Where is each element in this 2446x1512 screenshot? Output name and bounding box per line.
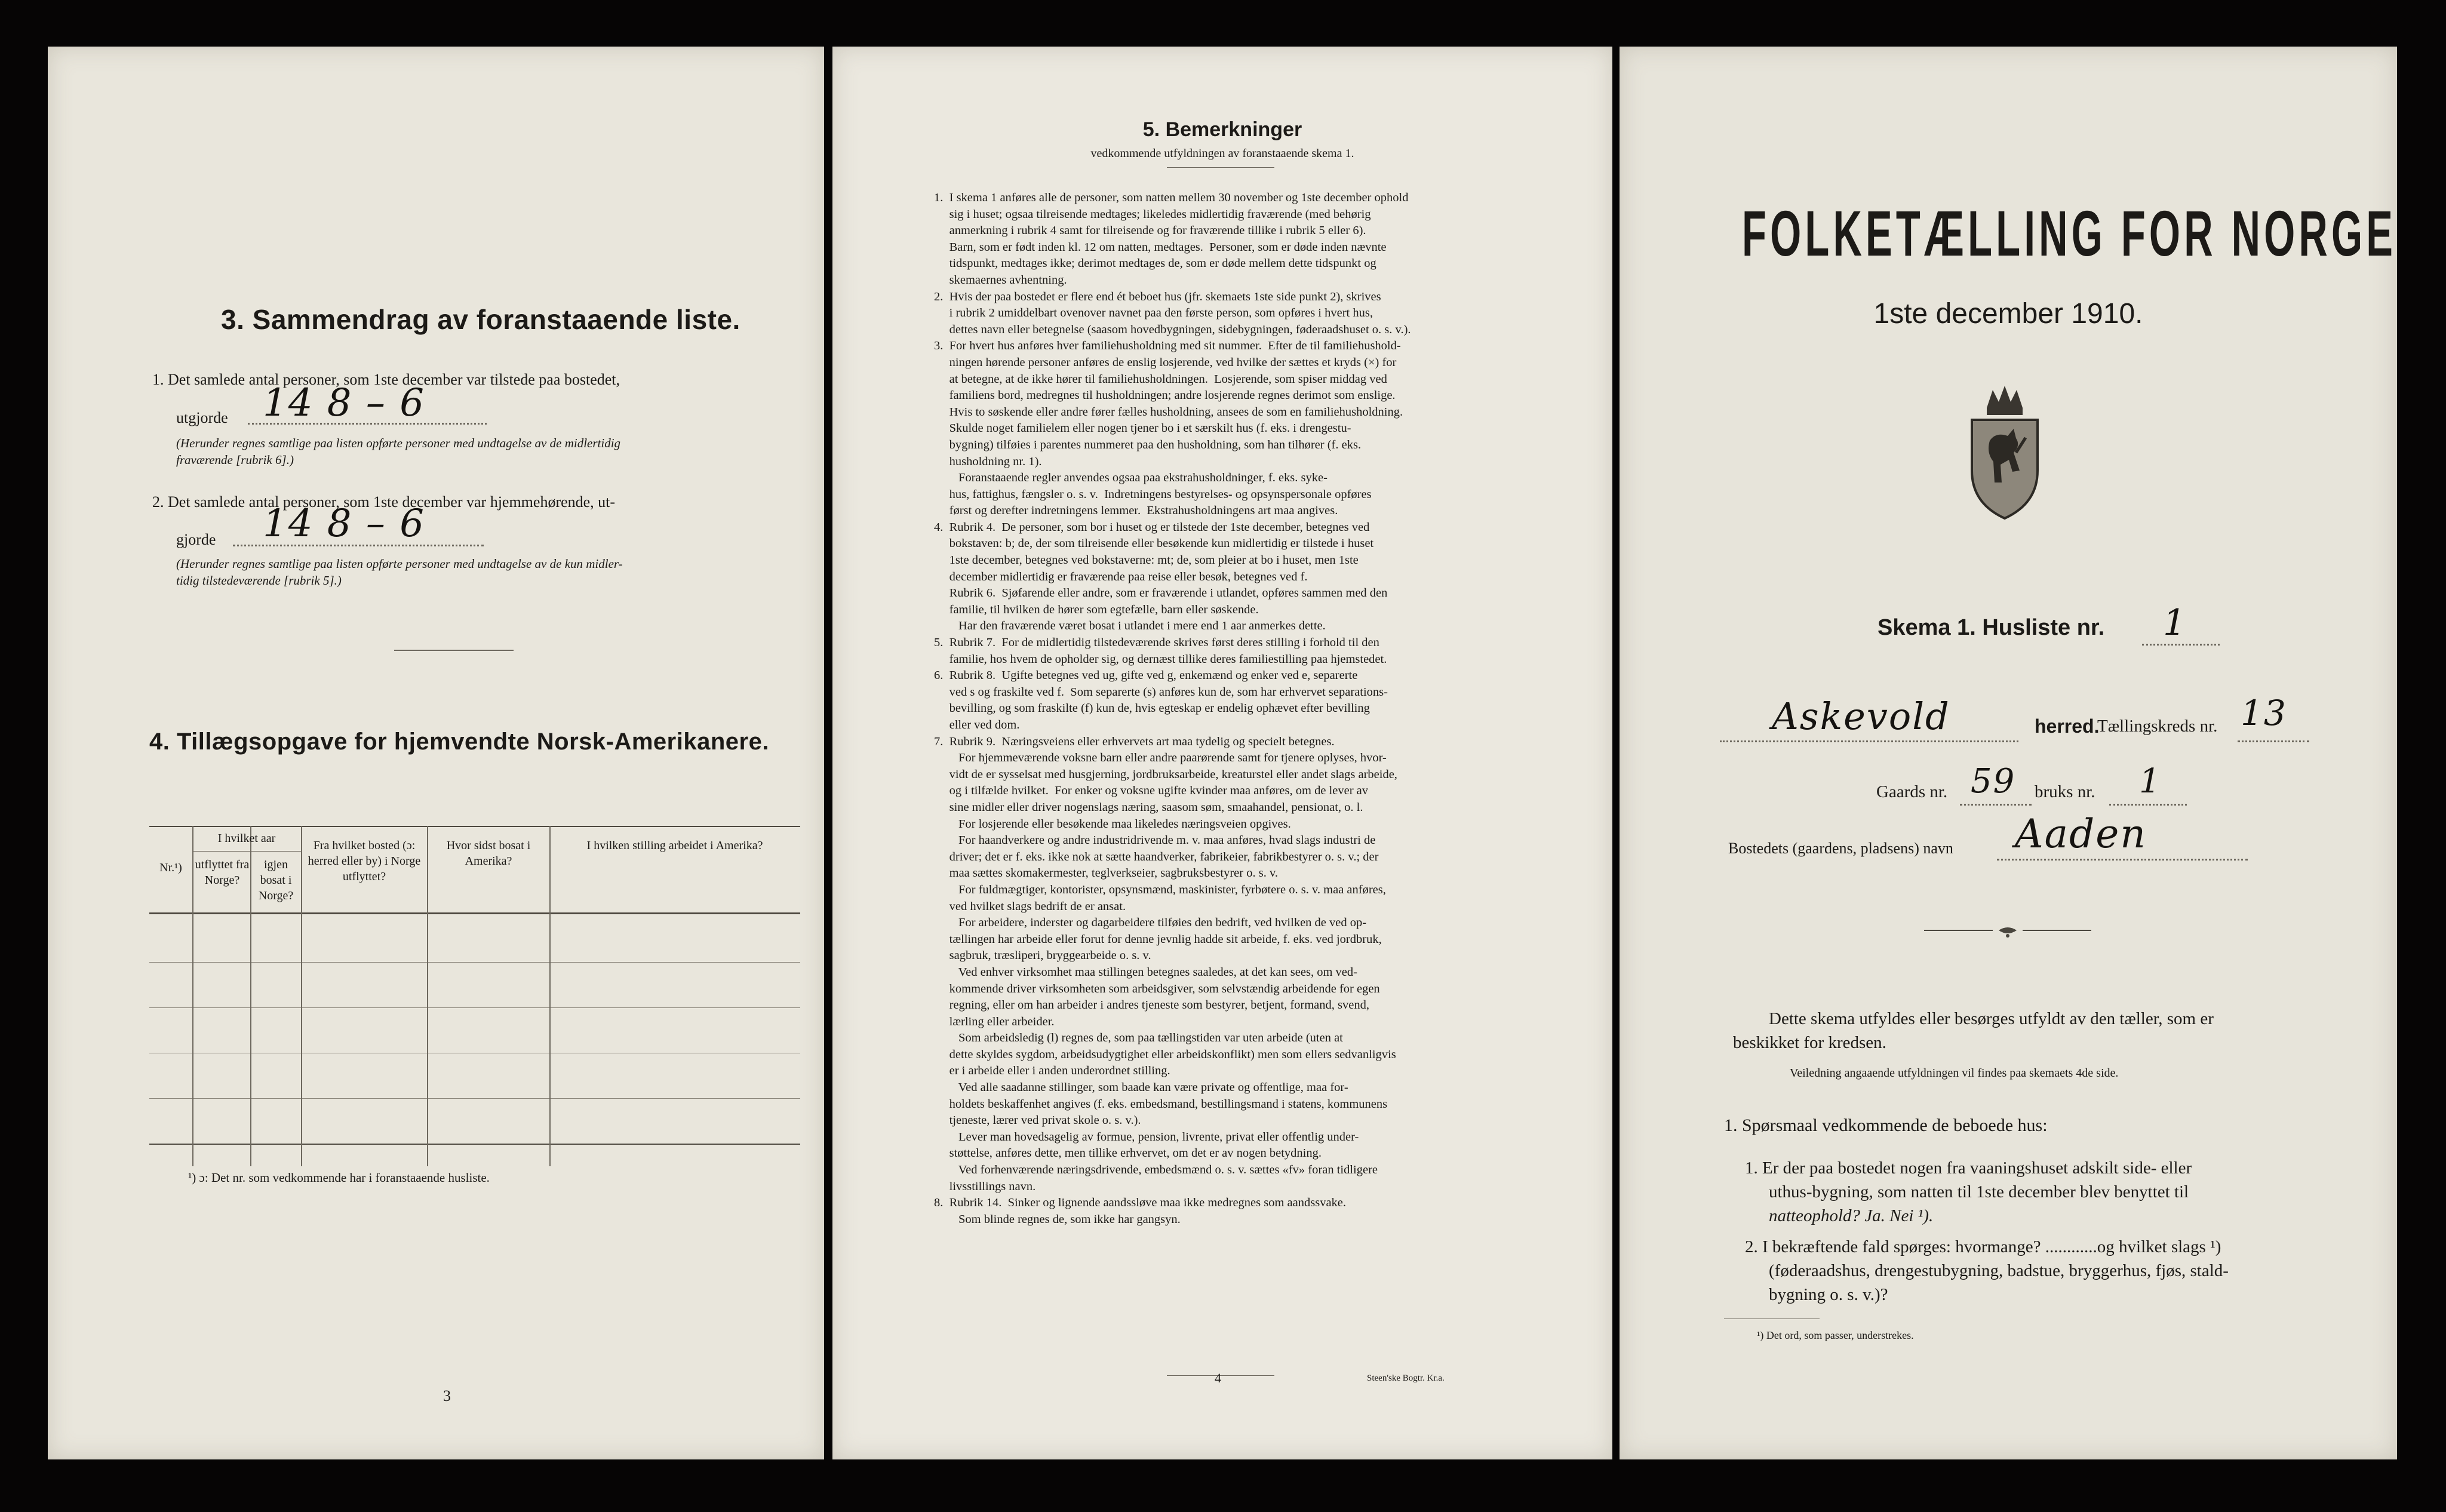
remark-line: skemaernes avhentning.	[934, 273, 1067, 287]
remark-line: 2. Hvis der paa bostedet er flere end ét beboet hus (jfr. skemaets 1ste side punkt 2), skrives	[934, 290, 1381, 303]
remark-line: For hjemmeværende voksne barn eller andre paarørende samt for tjenere oplyses, hvor-	[934, 751, 1387, 765]
gaards-value: 59	[1971, 762, 2016, 801]
remark-line: 3. For hvert hus anføres hver familiehusholdning med sit nummer. Efter de til familiehushold-	[934, 339, 1401, 353]
remark-line: familiens bord, medregnes til husholdningen; andre losjerende regnes derimot som enslige.	[934, 389, 1396, 402]
printer-imprint: Steen'ske Bogtr. Kr.a.	[1367, 1373, 1445, 1383]
remark-line: Hvis to søskende eller andre fører fælles husholdning, ansees de som en familiehusholdning.	[934, 405, 1403, 419]
item1-note: (Herunder regnes samtlige paa listen opførte personer med undtagelse av de midlertidig fraværende [rubrik 6].)	[176, 436, 621, 467]
remark-line: Ved alle saadanne stillinger, som baade kan være private og offentlige, maa for-	[934, 1081, 1348, 1095]
remark-line: eller ved dom.	[934, 718, 1020, 732]
bruks-value: 1	[2139, 762, 2162, 801]
remark-line: 6. Rubrik 8. Ugifte betegnes ved ug, gifte ved g, enkemænd og enker ved e, separerte	[934, 669, 1358, 683]
remark-line: hus, fattighus, fængsler o. s. v. Indretningens bestyrelses- og opsynspersonale opføres	[934, 487, 1372, 501]
remark-line: tællingen har arbeide eller forut for denne jevnlig hadde sit arbeide, f. eks. ved jordbruk,	[934, 932, 1382, 946]
census-date: 1ste december 1910.	[1873, 298, 2143, 330]
remark-line: at betegne, at de ikke hører til familiehusholdningen. Losjerende, som spiser middag ved	[934, 372, 1387, 386]
remark-line: sine midler eller driver nogenslags næring, saasom søm, smaahandel, pensionat, o. l.	[934, 800, 1363, 814]
remark-line: 1. I skema 1 anføres alle de personer, som natten mellem 30 november og 1ste december ophold	[934, 191, 1409, 204]
remark-line: Barn, som er født inden kl. 12 om natten, medtages. Personer, som er døde inden nævnte	[934, 240, 1387, 254]
remark-line: Rubrik 6. Sjøfarende eller andre, som er fraværende i utlandet, opføres sammen med den	[934, 586, 1388, 600]
remark-line: tjeneste, lærer ved privat skole o. s. v.).	[934, 1114, 1141, 1127]
page-number: 4	[1215, 1370, 1221, 1385]
remark-line: dette skyldes sygdom, arbeidsudygtighet eller arbeidskonflikt) men som ellers sedvanligvis	[934, 1047, 1396, 1061]
col-hvor-sidst: Hvor sidst bosat i Amerika?	[446, 839, 531, 868]
remark-line: familie, til hvilken de hører som egtefælle, barn eller søskende.	[934, 603, 1259, 616]
remark-line: holdets beskaffenhet angives (f. eks. embedsmand, bestillingsmand i statens, kommunens	[934, 1097, 1388, 1111]
col-nr: Nr.¹)	[159, 861, 182, 874]
remark-line: livsstillings navn.	[934, 1179, 1036, 1193]
herred-label: herred.	[2035, 715, 2100, 737]
section4-footnote: ¹) ɔ: Det nr. som vedkommende har i foranstaaende husliste.	[188, 1170, 490, 1185]
remark-line: Skulde noget familielem eller nogen tjener bo i et særskilt hus (f. eks. i drengestu-	[934, 422, 1351, 435]
question-2: 2. I bekræftende fald spørges: hvormange? ............og hvilket slags ¹) (føderaadshus, drengestubygning, badstue, bryggerhus, fjøs, stald- bygning o. s. v.)?	[1745, 1237, 2229, 1304]
remark-line: 5. Rubrik 7. For de midlertidig tilstedeværende skrives først deres stilling i forhold til den	[934, 636, 1379, 650]
ornament-divider-icon	[1924, 924, 2091, 939]
remark-line: Som arbeidsledig (l) regnes de, som paa tællingstiden var uten arbeide (uten at	[934, 1031, 1343, 1045]
remark-line: sig i huset; ogsaa tilreisende medtages; likeledes midlertidig fraværende (med behørig	[934, 207, 1371, 221]
bosted-label: Bostedets (gaardens, pladsens) navn	[1728, 840, 1953, 857]
kreds-label: Tællingskreds nr.	[2097, 717, 2218, 736]
intro-note: Veiledning angaaende utfyldningen vil findes paa skemaets 4de side.	[1790, 1067, 2119, 1080]
remark-line: i rubrik 2 umiddelbart ovenover navnet paa den første person, som opføres i hvert hus,	[934, 306, 1373, 320]
remark-line: Som blinde regnes de, som ikke har gangsyn.	[934, 1212, 1181, 1226]
husliste-nr-value: 1	[2163, 602, 2187, 644]
heading-rule	[1167, 167, 1274, 168]
page-number: 3	[443, 1387, 451, 1405]
section4-heading: 4. Tillægsopgave for hjemvendte Norsk-Amerikanere.	[149, 729, 769, 755]
remarks-heading: 5. Bemerkninger	[1142, 118, 1302, 141]
remark-line: For fuldmægtiger, kontorister, opsynsmænd, maskinister, fyrbøtere o. s. v. maa anføres,	[934, 883, 1386, 896]
remark-line: 1ste december, betegnes ved bokstaverne: mt; de, som pleier at bo i huset, men 1ste	[934, 554, 1359, 567]
remark-line: familie, hos hvem de opholder sig, og dernæst tillike deres familiestilling paa hjemstedet.	[934, 652, 1387, 666]
remark-line: For haandverkere og andre industridrivende m. v. maa anføres, hvad slags industri de	[934, 834, 1376, 847]
herred-value: Askevold	[1772, 694, 1950, 738]
remark-line: støttelse, anføres dette, men tillike erhvervet, om det er av nogen betydning.	[934, 1147, 1322, 1160]
remark-line: regning, eller om han arbeider i andres tjeneste som bestyrer, betjent, formand, svend,	[934, 998, 1369, 1012]
remark-line: For losjerende eller besøkende maa likeledes næringsveien opgives.	[934, 817, 1291, 831]
remark-line: husholdning nr. 1).	[934, 454, 1042, 468]
remark-line: kommende driver virksomheten som arbeidsgiver, som selvstændig arbeidende for egen	[934, 982, 1380, 995]
coat-of-arms-icon	[1954, 381, 2055, 524]
section3-item1-text: 1. Det samlede antal personer, som 1ste december var tilstede paa bostedet,	[152, 371, 620, 388]
col-fra-hvilket: Fra hvilket bosted (ɔ: herred eller by) i Norge utflyttet?	[308, 839, 421, 883]
remark-line: maa sættes skomakermester, teglverkseier, sagbruksbestyrer o. s. v.	[934, 866, 1279, 880]
remark-line: dettes navn eller betegnelse (saasom hovedbygningen, sidebygningen, føderaadshuset o. s. v.).	[934, 322, 1411, 336]
remark-line: Foranstaaende regler anvendes ogsaa paa ekstrahusholdninger, f. eks. syke-	[934, 471, 1328, 485]
bosted-value: Aaden	[2015, 811, 2147, 857]
section3-item2-text: 2. Det samlede antal personer, som 1ste december var hjemmehørende, ut-	[152, 493, 616, 511]
section-divider	[394, 650, 514, 651]
section3-heading: 3. Sammendrag av foranstaaende liste.	[221, 304, 740, 335]
remark-line: lærling eller arbeider.	[934, 1015, 1055, 1028]
item2-handwritten-value: 14 8 – 6	[263, 502, 425, 546]
remark-line: ningen hørende personer anføres de enslig losjerende, ved hvilke der sættes et kryds (×) for	[934, 355, 1397, 369]
section3-item1-label: utgjorde	[176, 409, 228, 426]
remark-line: bygning) tilføies i parentes nummeret paa den husholdning, som han tilhører (f. eks.	[934, 438, 1362, 451]
remark-line: bevilling, og som fraskilte (f) kun de, hvis egteskap er endelig ophævet efter bevilling	[934, 702, 1370, 715]
remark-line: bokstaven: b; de, der som tilreisende eller besøkende kun midlertidig er tilstede i huset	[934, 537, 1374, 551]
remark-line: driver; det er f. eks. ikke nok at sætte haandverker, fabrikeier, fabrikbestyrer o. s. v.; der	[934, 850, 1379, 863]
remarks-body	[934, 190, 1549, 1228]
remark-line: 7. Rubrik 9. Næringsveiens eller erhvervets art maa tydelig og specielt betegnes.	[934, 735, 1335, 748]
remark-line: ved s og fraskilte ved f. Som separerte (s) anføres kun de, som har erhvervet separations-	[934, 685, 1388, 699]
item1-handwritten-value: 14 8 – 6	[263, 381, 425, 425]
remark-line: vidt de er sysselsat med husgjerning, jordbruksarbeide, kreaturstel eller andet slags arbeide,	[934, 767, 1397, 781]
bruks-label: bruks nr.	[2035, 782, 2095, 801]
remark-line: Har den fraværende været bosat i utlandet i mere end 1 aar anmerkes dette.	[934, 619, 1326, 633]
col-igjen: igjen bosat i Norge?	[258, 858, 294, 902]
middle-page	[832, 47, 1612, 1459]
remark-line: december midlertidig er fraværende paa reise eller besøk, betegnes ved f.	[934, 570, 1308, 583]
col-stilling: I hvilken stilling arbeidet i Amerika?	[586, 839, 763, 852]
remark-line: ved hvilket slags bedrift de er ansat.	[934, 899, 1126, 913]
census-title: FOLKETÆLLING FOR NORGE	[1742, 197, 2397, 269]
remark-line: 4. Rubrik 4. De personer, som bor i huset og er tilstede der 1ste december, betegnes ved	[934, 520, 1370, 534]
remark-line: sagbruk, træsliperi, bryggearbeide o. s. v.	[934, 949, 1151, 963]
remark-line: For arbeidere, inderster og dagarbeidere tilføies den bedrift, ved hvilken de ved op-	[934, 916, 1367, 930]
intro-text: Dette skema utfyldes eller besørges utfyldt av den tæller, som er beskikket for kredsen.	[1733, 1009, 2214, 1052]
item2-note: (Herunder regnes samtlige paa listen opførte personer med undtagelse av de kun midler- tidig tilstedeværende [rubrik 5].)	[176, 557, 623, 588]
section3-item2-label: gjorde	[176, 531, 216, 548]
col-utflyttet: utflyttet fra Norge?	[195, 858, 250, 887]
remark-line: anmerkning i rubrik 4 samt for tilreisende og for fraværende tillike i rubrik 5 eller 6).	[934, 224, 1366, 238]
right-footnote: ¹) Det ord, som passer, understrekes.	[1757, 1329, 1914, 1341]
right-page	[1620, 47, 2397, 1459]
remark-line: 8. Rubrik 14. Sinker og lignende aandssløve maa ikke medregnes som aandssvake.	[934, 1196, 1347, 1210]
remark-line: Ved enhver virksomhet maa stillingen betegnes saaledes, at det kan sees, om ved-	[934, 965, 1357, 979]
remark-line: Ved forhenværende næringsdrivende, embedsmænd o. s. v. sættes «fv» foran tidligere	[934, 1163, 1378, 1177]
remark-line: først og derefter indretningens lemmer. Ekstrahusholdningens art maa angives.	[934, 504, 1338, 518]
remarks-subheading: vedkommende utfyldningen av foranstaaende skema 1.	[1090, 147, 1354, 160]
question-1: 1. Er der paa bostedet nogen fra vaaningshuset adskilt side- eller uthus-bygning, som natten til 1ste december blev benyttet til natteophold? Ja. Nei ¹).	[1745, 1158, 2192, 1225]
kreds-value: 13	[2241, 693, 2287, 733]
norsk-amerikanere-table	[149, 826, 800, 1166]
remark-line: Lever man hovedsagelig av formue, pension, livrente, privat eller offentlig under-	[934, 1130, 1359, 1144]
remark-line: tidspunkt, medtages ikke; derimot medtages de, som er døde mellem dette tidspunkt og	[934, 257, 1376, 271]
gaards-label: Gaards nr.	[1876, 782, 1948, 801]
remark-line: er i arbeide eller i anden underordnet stilling.	[934, 1064, 1170, 1078]
col-group-aar: I hvilket aar	[217, 832, 276, 845]
question-heading: 1. Spørsmaal vedkommende de beboede hus:	[1724, 1115, 2048, 1135]
left-page	[48, 47, 824, 1459]
skema-label: Skema 1. Husliste nr.	[1877, 615, 2105, 640]
remark-line: og i tilfælde hvilket. For enker og voksne ugifte kvinder maa anføres, om de lever av	[934, 784, 1368, 798]
